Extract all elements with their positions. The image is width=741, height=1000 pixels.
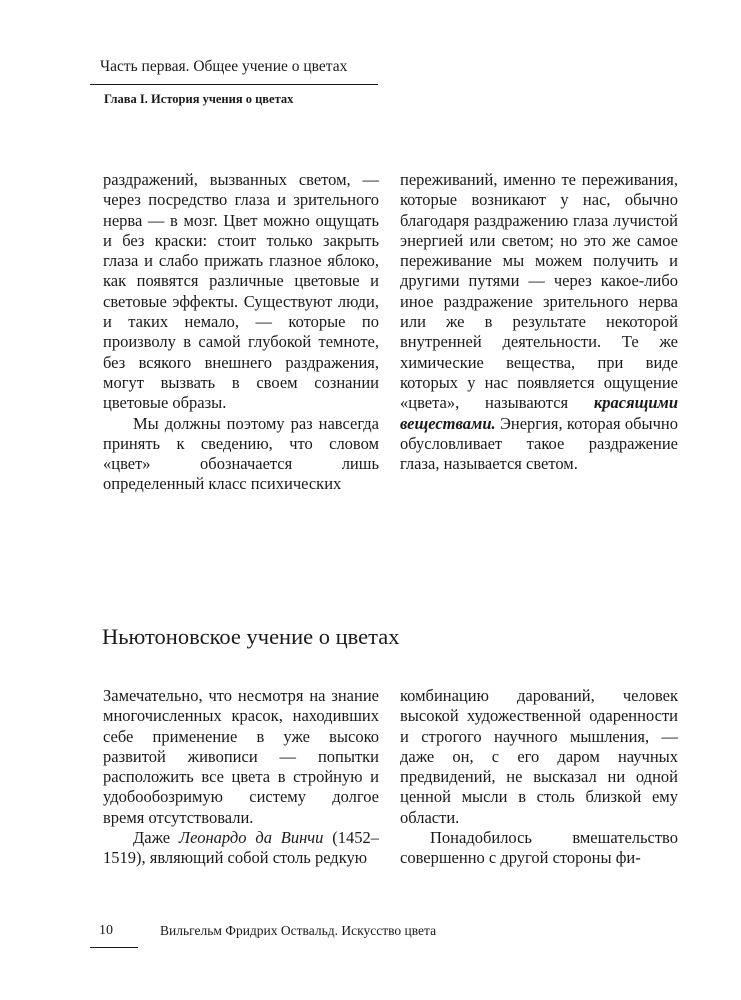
section2-column-left — [103, 686, 379, 869]
paragraph — [103, 828, 379, 869]
footer-text: Вильгельм Фридрих Оствальд. Искусство цвета — [160, 923, 437, 938]
paragraph: Понадобилось вмешательство совершенно с другой стороны фи- — [400, 828, 678, 868]
paragraph-text: Энергия, которая обычно обусловливает такое раздражение глаза, называется светом. — [400, 413, 678, 474]
paragraph-text: (1452–1519), являющий собой столь редкую — [103, 828, 379, 868]
section-title: Ньютоновское учение о цветах — [102, 624, 400, 649]
chapter-heading: Глава I. История учения о цветах — [104, 92, 294, 106]
section2-column-right — [400, 686, 678, 869]
emphasis-term: красящими веществами. — [400, 393, 678, 433]
page-number: 10 — [99, 923, 113, 938]
paragraph: раздражений, вызванных светом, — через посредство глаза и зрительного нерва — в мозг. Цвет можно ощущать и без краски: стоит только закрыть глаза и слабо прижать глазное яблоко, как появятся различные цветовые и световые эффекты. Существуют люди, и таких немало, — которые по произволу в самой глубокой темноте, без всякого внешнего раздражения, могут вызвать в своем сознании цветовые образы. — [103, 170, 379, 413]
paragraph: Замечательно, что несмотря на знание многочисленных красок, находивших себе применение в уже высоко развитой живописи — попытки расположить все цвета в стройную и удобообозримую систему долгое время отсутствовали. — [103, 686, 379, 827]
section1-column-right — [400, 170, 678, 474]
running-head: Часть первая. Общее учение о цветах — [100, 58, 348, 75]
paragraph-text: Даже — [133, 828, 179, 848]
paragraph: Мы должны поэтому раз навсегда принять к сведению, что словом «цвет» обозначается лишь определенный класс психических — [103, 413, 379, 494]
section1-column-left — [103, 170, 379, 495]
paragraph — [400, 170, 678, 474]
emphasis-name: Леонардо да Винчи — [178, 828, 324, 848]
header-rule — [90, 84, 378, 85]
paragraph-text: переживаний, именно те переживания, которые возникают у нас, обычно благодаря раздражению глаза лучистой энергией или светом; но это же самое переживание мы можем получить и другими путями — через какое-либо иное раздражение зрительного нерва или же в результате некоторой внутренней деятельности. Те же химические вещества, при виде которых у нас появляется ощущение «цвета», называются — [400, 170, 678, 413]
footer-rule — [90, 947, 138, 948]
paragraph: комбинацию дарований, человек высокой художественной одаренности и строгого научного мышления, — даже он, с его даром научных предвидений, не высказал ни одной ценной мысли в столь близкой ему области. — [400, 686, 678, 827]
